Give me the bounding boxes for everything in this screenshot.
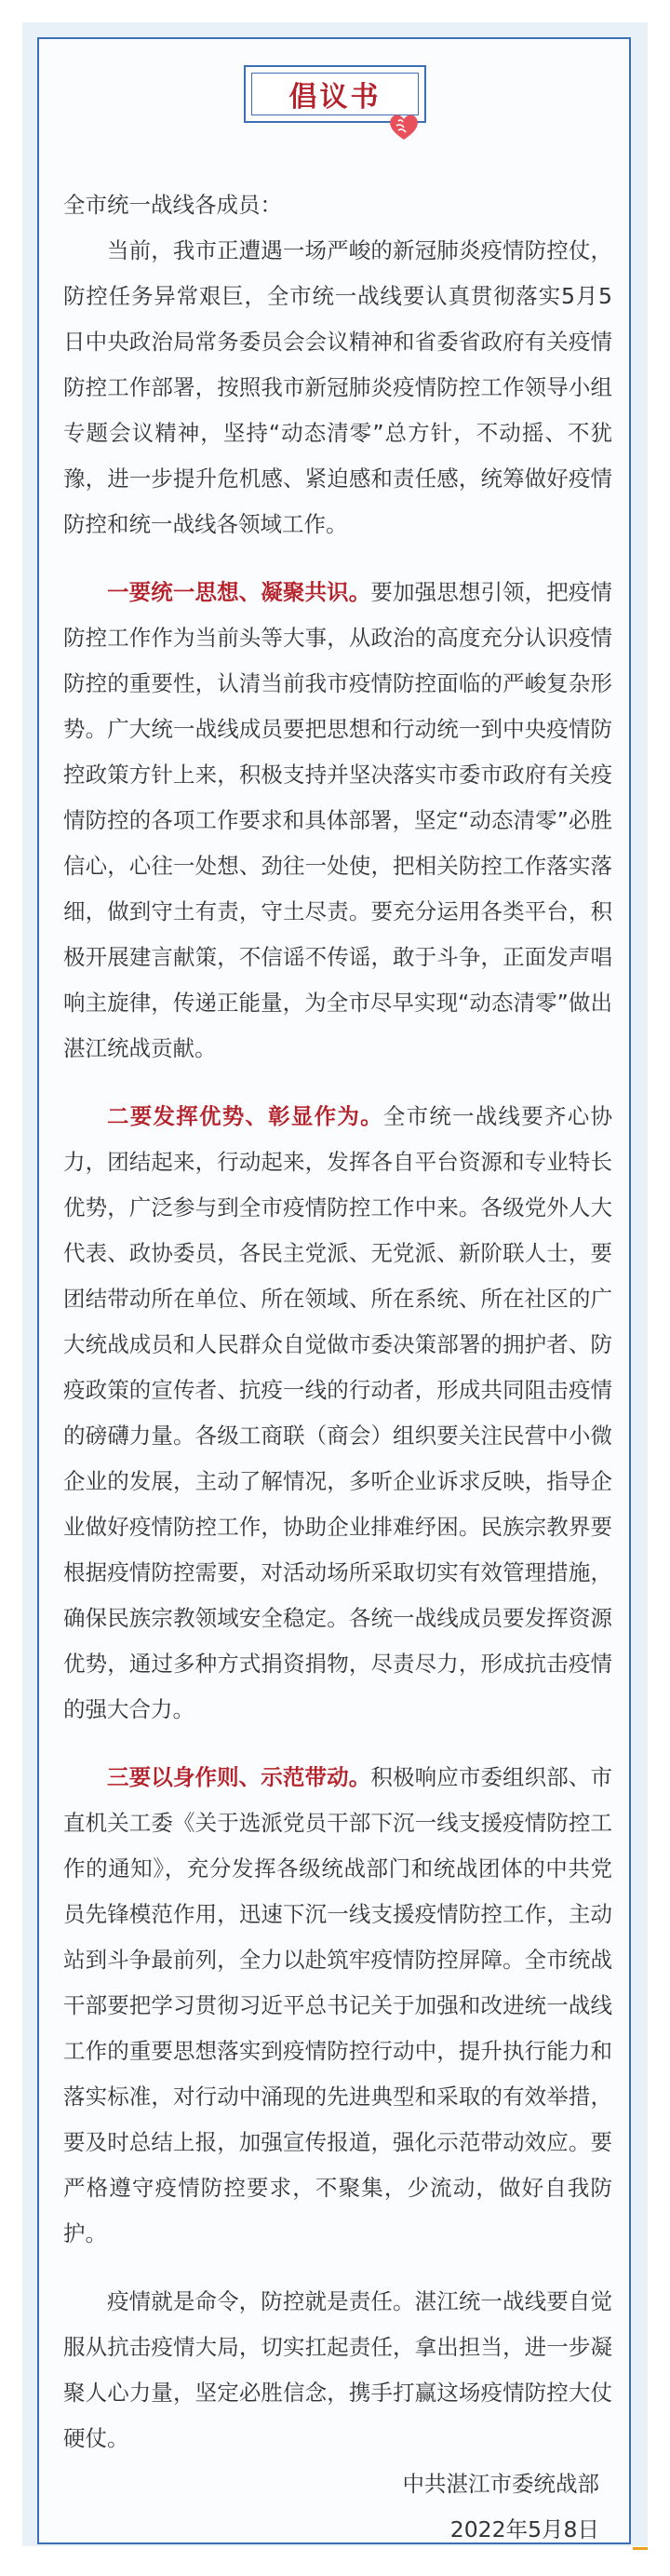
section-1-paragraph xyxy=(63,570,612,1072)
section-2-paragraph xyxy=(63,1094,612,1733)
corner-accent-mark xyxy=(633,2547,648,2550)
section-2-heading: 二要发挥优势、彰显作为。 xyxy=(107,1103,383,1129)
signature-date: 2022年5月8日 xyxy=(449,2516,599,2542)
closing-paragraph: 疫情就是命令，防控就是责任。湛江统一战线要自觉服从抗击疫情大局，切实扛起责任，拿出担当，进一步凝聚人心力量，坚定必胜信念，携手打赢这场疫情防控大仗硬仗。 xyxy=(63,2288,612,2451)
section-3-body: 积极响应市委组织部、市直机关工委《关于选派党员干部下沉一线支援疫情防控工作的通知》，充分发挥各级统战部门和统战团体的中共党员先锋模范作用，迅速下沉一线支援疫情防控工作，主动站到斗争最前列，全力以赴筑牢疫情防控屏障。全市统战干部要把学习贯彻习近平总书记关于加强和改进统一战线工作的重要思想落实到疫情防控行动中，提升执行能力和落实标准，对行动中涌现的先进典型和采取的有效举措，要及时总结上报，加强宣传报道，强化示范带动效应。要严格遵守疫情防控要求，不聚集，少流动，做好自我防护。 xyxy=(63,1764,613,2246)
section-3-heading: 三要以身作则、示范带动。 xyxy=(107,1764,371,1790)
greeting: 全市统一战线各成员： xyxy=(63,192,282,218)
signature-org: 中共湛江市委统战部 xyxy=(402,2471,599,2497)
section-1-body: 要加强思想引领，把疫情防控工作作为当前头等大事，从政治的高度充分认识疫情防控的重要性，认清当前我市疫情防控面临的严峻复杂形势。广大统一战线成员要把思想和行动统一到中央疫情防控政策方针上来，积极支持并坚决落实市委市政府有关疫情防控的各项工作要求和具体部署，坚定“动态清零”必胜信心，心往一处想、劲往一处使，把相关防控工作落实落细，做到守土有责，守土尽责。要充分运用各类平台，积极开展建言献策，不信谣不传谣，敢于斗争，正面发声唱响主旋律，传递正能量，为全市尽早实现“动态清零”做出湛江统战贡献。 xyxy=(63,579,613,1061)
intro-paragraph: 当前，我市正遭遇一场严峻的新冠肺炎疫情防控仗，防控任务异常艰巨，全市统一战线要认真贯彻落实5月5日中央政治局常务委员会会议精神和省委省政府有关疫情防控工作部署，按照我市新冠肺炎疫情防控工作领导小组专题会议精神，坚持“动态清零”总方针，不动摇、不犹豫，进一步提升危机感、紧迫感和责任感，统筹做好疫情防控和统一战线各领域工作。 xyxy=(63,237,612,537)
paragraph-gap xyxy=(63,2257,612,2279)
section-3-paragraph xyxy=(63,1755,612,2257)
hearts-icon xyxy=(385,108,422,145)
document-title: 倡议书 xyxy=(288,81,382,114)
document-body xyxy=(63,182,612,2553)
paragraph-gap xyxy=(63,1072,612,1094)
section-2-body: 全市统一战线要齐心协力，团结起来，行动起来，发挥各自平台资源和专业特长优势，广泛参与到全市疫情防控工作中来。各级党外人大代表、政协委员，各民主党派、无党派、新阶联人士，要团结带动所在单位、所在领域、所在系统、所在社区的广大统战成员和人民群众自觉做市委决策部署的拥护者、防疫政策的宣传者、抗疫一线的行动者，形成共同阻击疫情的磅礴力量。各级工商联（商会）组织要关注民营中小微企业的发展，主动了解情况，多听企业诉求反映，指导企业做好疫情防控工作，协助企业排难纾困。民族宗教界要根据疫情防控需要，对活动场所采取切实有效管理措施，确保民族宗教领域安全稳定。各统一战线成员要发挥资源优势，通过多种方式捐资捐物，尽责尽力，形成抗击疫情的强大合力。 xyxy=(63,1103,613,1722)
paragraph-gap xyxy=(63,1733,612,1755)
paragraph-gap xyxy=(63,547,612,570)
section-1-heading: 一要统一思想、凝聚共识。 xyxy=(107,579,371,605)
